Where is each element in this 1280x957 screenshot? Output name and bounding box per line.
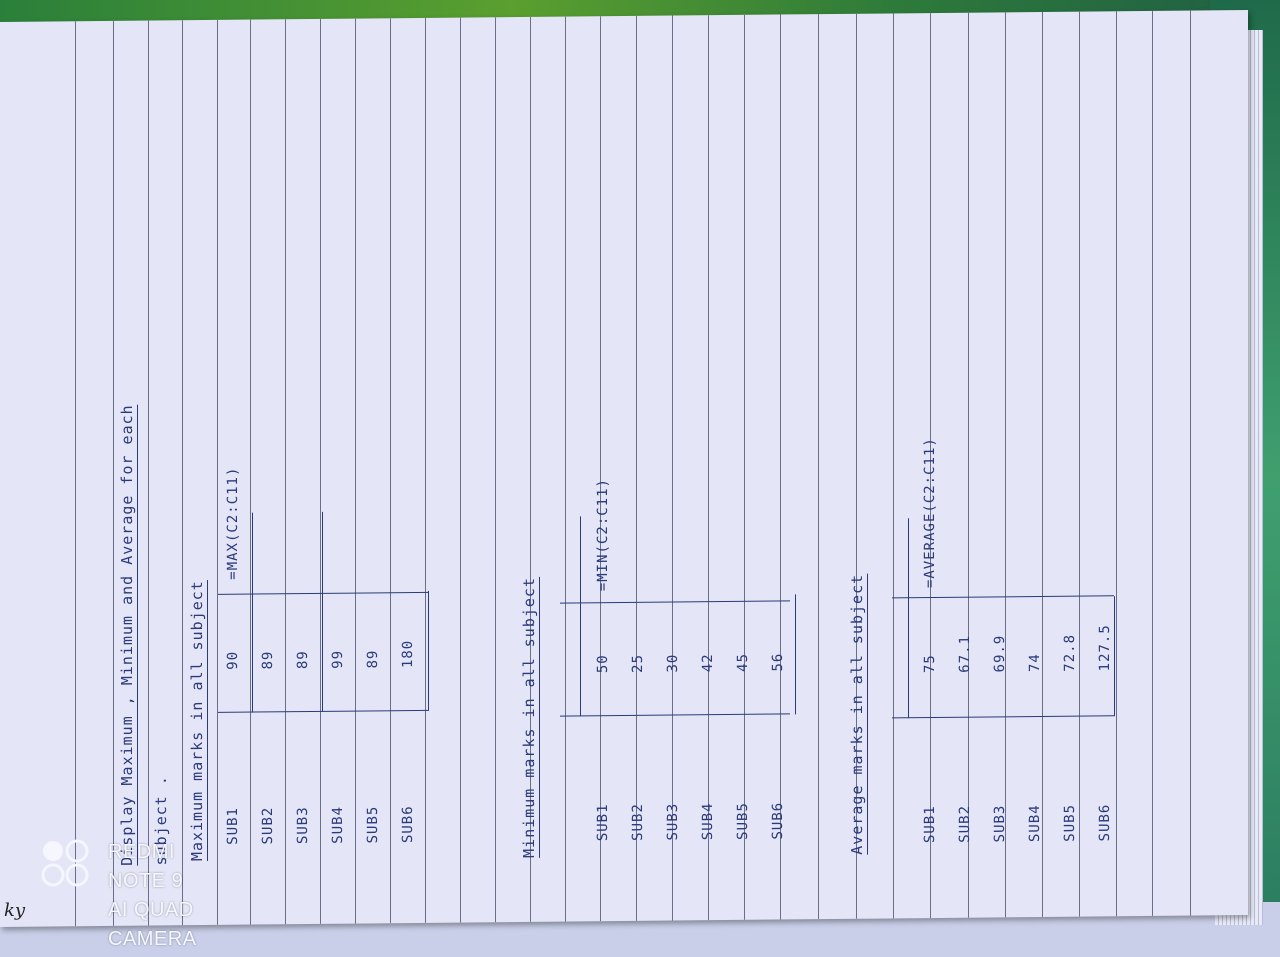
cover-text: ky xyxy=(4,900,26,921)
watermark-line-2: AI QUAD CAMERA xyxy=(108,899,197,950)
table-line xyxy=(908,518,909,718)
min-row-value: 25 xyxy=(630,653,646,673)
table-line xyxy=(560,600,790,604)
max-row-subject: SUB3 xyxy=(295,806,311,845)
section-title-average: Average marks in all subject xyxy=(848,573,866,855)
heading-line-1: Display Maximum , Minimum and Average for each xyxy=(118,404,136,866)
max-row-subject: SUB2 xyxy=(260,806,276,845)
min-row-subject: SUB1 xyxy=(595,803,611,842)
max-row-subject: SUB6 xyxy=(400,805,416,844)
avg-row-subject: SUB1 xyxy=(922,805,938,844)
min-row-value: 45 xyxy=(735,652,751,672)
max-row-value: 89 xyxy=(260,650,276,670)
notebook-page xyxy=(0,10,1248,927)
handwritten-content xyxy=(0,10,1248,927)
avg-row-value: 127.5 xyxy=(1097,624,1113,672)
avg-row-value: 67.1 xyxy=(957,634,973,673)
avg-formula: =AVERAGE(C2:C11) xyxy=(922,437,938,589)
avg-row-value: 69.9 xyxy=(992,634,1008,673)
min-row-subject: SUB3 xyxy=(665,802,681,841)
table-line xyxy=(322,512,323,712)
watermark-line-1: REDMI NOTE 9 xyxy=(108,841,184,892)
max-formula: =MAX(C2:C11) xyxy=(225,466,241,580)
max-row-value: 89 xyxy=(365,649,381,669)
max-row-subject: SUB4 xyxy=(330,805,346,844)
quad-camera-icon xyxy=(40,838,92,888)
min-row-value: 42 xyxy=(700,653,716,673)
max-row-value: 89 xyxy=(295,650,311,670)
avg-row-subject: SUB4 xyxy=(1027,804,1043,843)
avg-row-subject: SUB5 xyxy=(1062,803,1078,842)
min-row-subject: SUB5 xyxy=(735,802,751,840)
table-line xyxy=(580,516,581,716)
avg-row-value: 74 xyxy=(1027,653,1043,673)
min-row-subject: SUB4 xyxy=(700,802,716,841)
table-line xyxy=(795,594,796,714)
section-title-minimum: Minimum marks in all subject xyxy=(520,576,538,859)
avg-row-value: 72.8 xyxy=(1062,633,1078,672)
avg-row-subject: SUB3 xyxy=(992,804,1008,843)
max-row-value: 90 xyxy=(225,650,241,670)
max-row-value: 180 xyxy=(400,639,416,669)
min-row-subject: SUB6 xyxy=(770,801,786,840)
max-row-subject: SUB5 xyxy=(365,805,381,844)
min-row-value: 30 xyxy=(665,653,681,673)
min-row-value: 56 xyxy=(770,652,786,672)
section-title-maximum: Maximum marks in all subject xyxy=(188,580,206,862)
table-line xyxy=(1114,596,1115,716)
avg-row-subject: SUB6 xyxy=(1097,803,1113,842)
min-row-subject: SUB2 xyxy=(630,803,646,841)
max-row-value: 99 xyxy=(330,649,346,669)
min-formula: =MIN(C2:C11) xyxy=(595,477,611,592)
table-line xyxy=(252,513,253,713)
max-row-subject: SUB1 xyxy=(225,806,241,845)
table-line xyxy=(428,591,429,711)
watermark-text xyxy=(108,838,197,954)
heading-line-2: subject . xyxy=(152,775,170,866)
table-line xyxy=(560,713,790,717)
avg-row-value: 75 xyxy=(922,654,938,674)
min-row-value: 50 xyxy=(595,654,611,674)
avg-row-subject: SUB2 xyxy=(957,804,973,843)
table-line xyxy=(892,595,1114,599)
table-line xyxy=(892,715,1114,719)
